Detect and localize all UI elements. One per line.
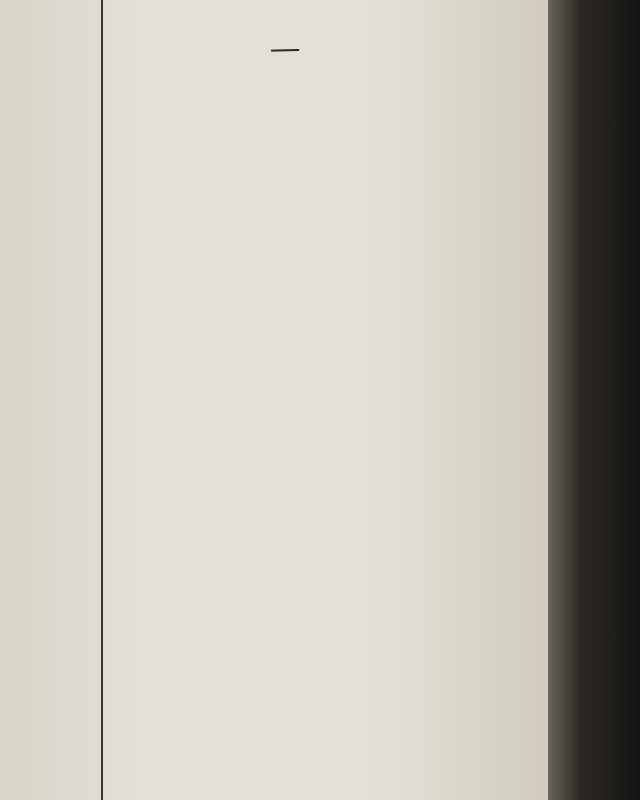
background-shadow bbox=[548, 0, 640, 800]
section-dash bbox=[271, 49, 299, 52]
